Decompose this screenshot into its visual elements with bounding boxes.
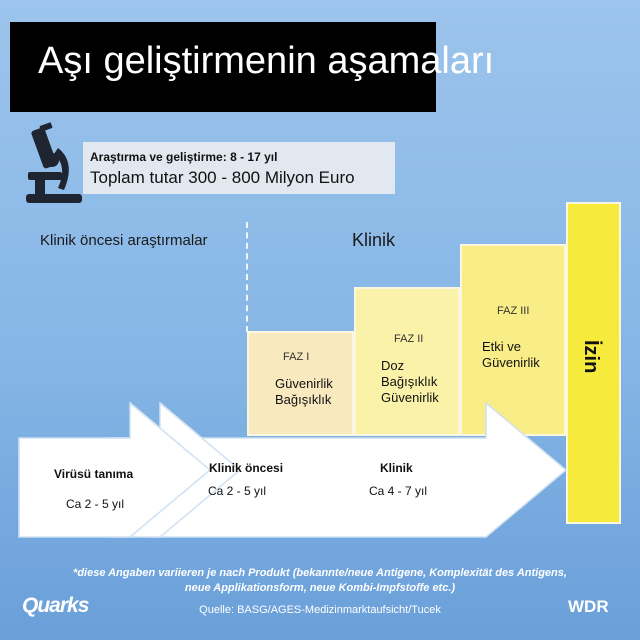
- footnote: [0, 566, 640, 596]
- phase-2-line: Doz: [381, 358, 405, 373]
- phase-3-line: Etki ve: [482, 339, 522, 354]
- source-credit: Quelle: BASG/AGES-Medizinmarktaufsicht/Tucek: [199, 604, 441, 616]
- footnote-line: *diese Angaben variieren je nach Produkt (bekannte/neue Antigene, Komplexität des Antigens,: [73, 567, 567, 579]
- phase-1-line: Güvenirlik: [275, 376, 333, 391]
- arrow-clinical-duration: Ca 4 - 7 yıl: [369, 484, 428, 498]
- quarks-logo: Quarks: [22, 594, 89, 617]
- phase-1-label: FAZ I: [283, 351, 310, 363]
- phase-2-label: FAZ II: [394, 333, 424, 345]
- microscope-icon: [20, 118, 90, 210]
- arrow-virus-label: Virüsü tanıma: [54, 467, 134, 481]
- phase-3-label: FAZ III: [497, 305, 530, 317]
- preclinical-heading: Klinik öncesi araştırmalar: [40, 232, 208, 249]
- arrow-clinical-label: Klinik: [380, 461, 413, 475]
- phase-2-line: Güvenirlik: [381, 390, 439, 405]
- phase-3-line: Güvenirlik: [482, 355, 540, 370]
- arrow-virus-duration: Ca 2 - 5 yıl: [66, 497, 125, 511]
- total-cost: Toplam tutar 300 - 800 Milyon Euro: [90, 168, 355, 187]
- arrow-preclinical-duration: Ca 2 - 5 yıl: [208, 484, 267, 498]
- rd-duration: Araştırma ve geliştirme: 8 - 17 yıl: [90, 150, 278, 164]
- wdr-logo: WDR: [568, 597, 609, 616]
- clinical-heading: Klinik: [352, 230, 396, 250]
- footnote-line: neue Applikationsform, neue Kombi-Impfstoffe etc.): [184, 582, 456, 594]
- section-divider: [246, 222, 248, 332]
- phase-1-line: Bağışıklık: [275, 392, 332, 407]
- approval-label: İzin: [580, 340, 602, 374]
- page-title: Aşı geliştirmenin aşamaları: [38, 40, 495, 82]
- arrow-preclinical-label: Klinik öncesi: [209, 461, 284, 475]
- phase-2-line: Bağışıklık: [381, 374, 438, 389]
